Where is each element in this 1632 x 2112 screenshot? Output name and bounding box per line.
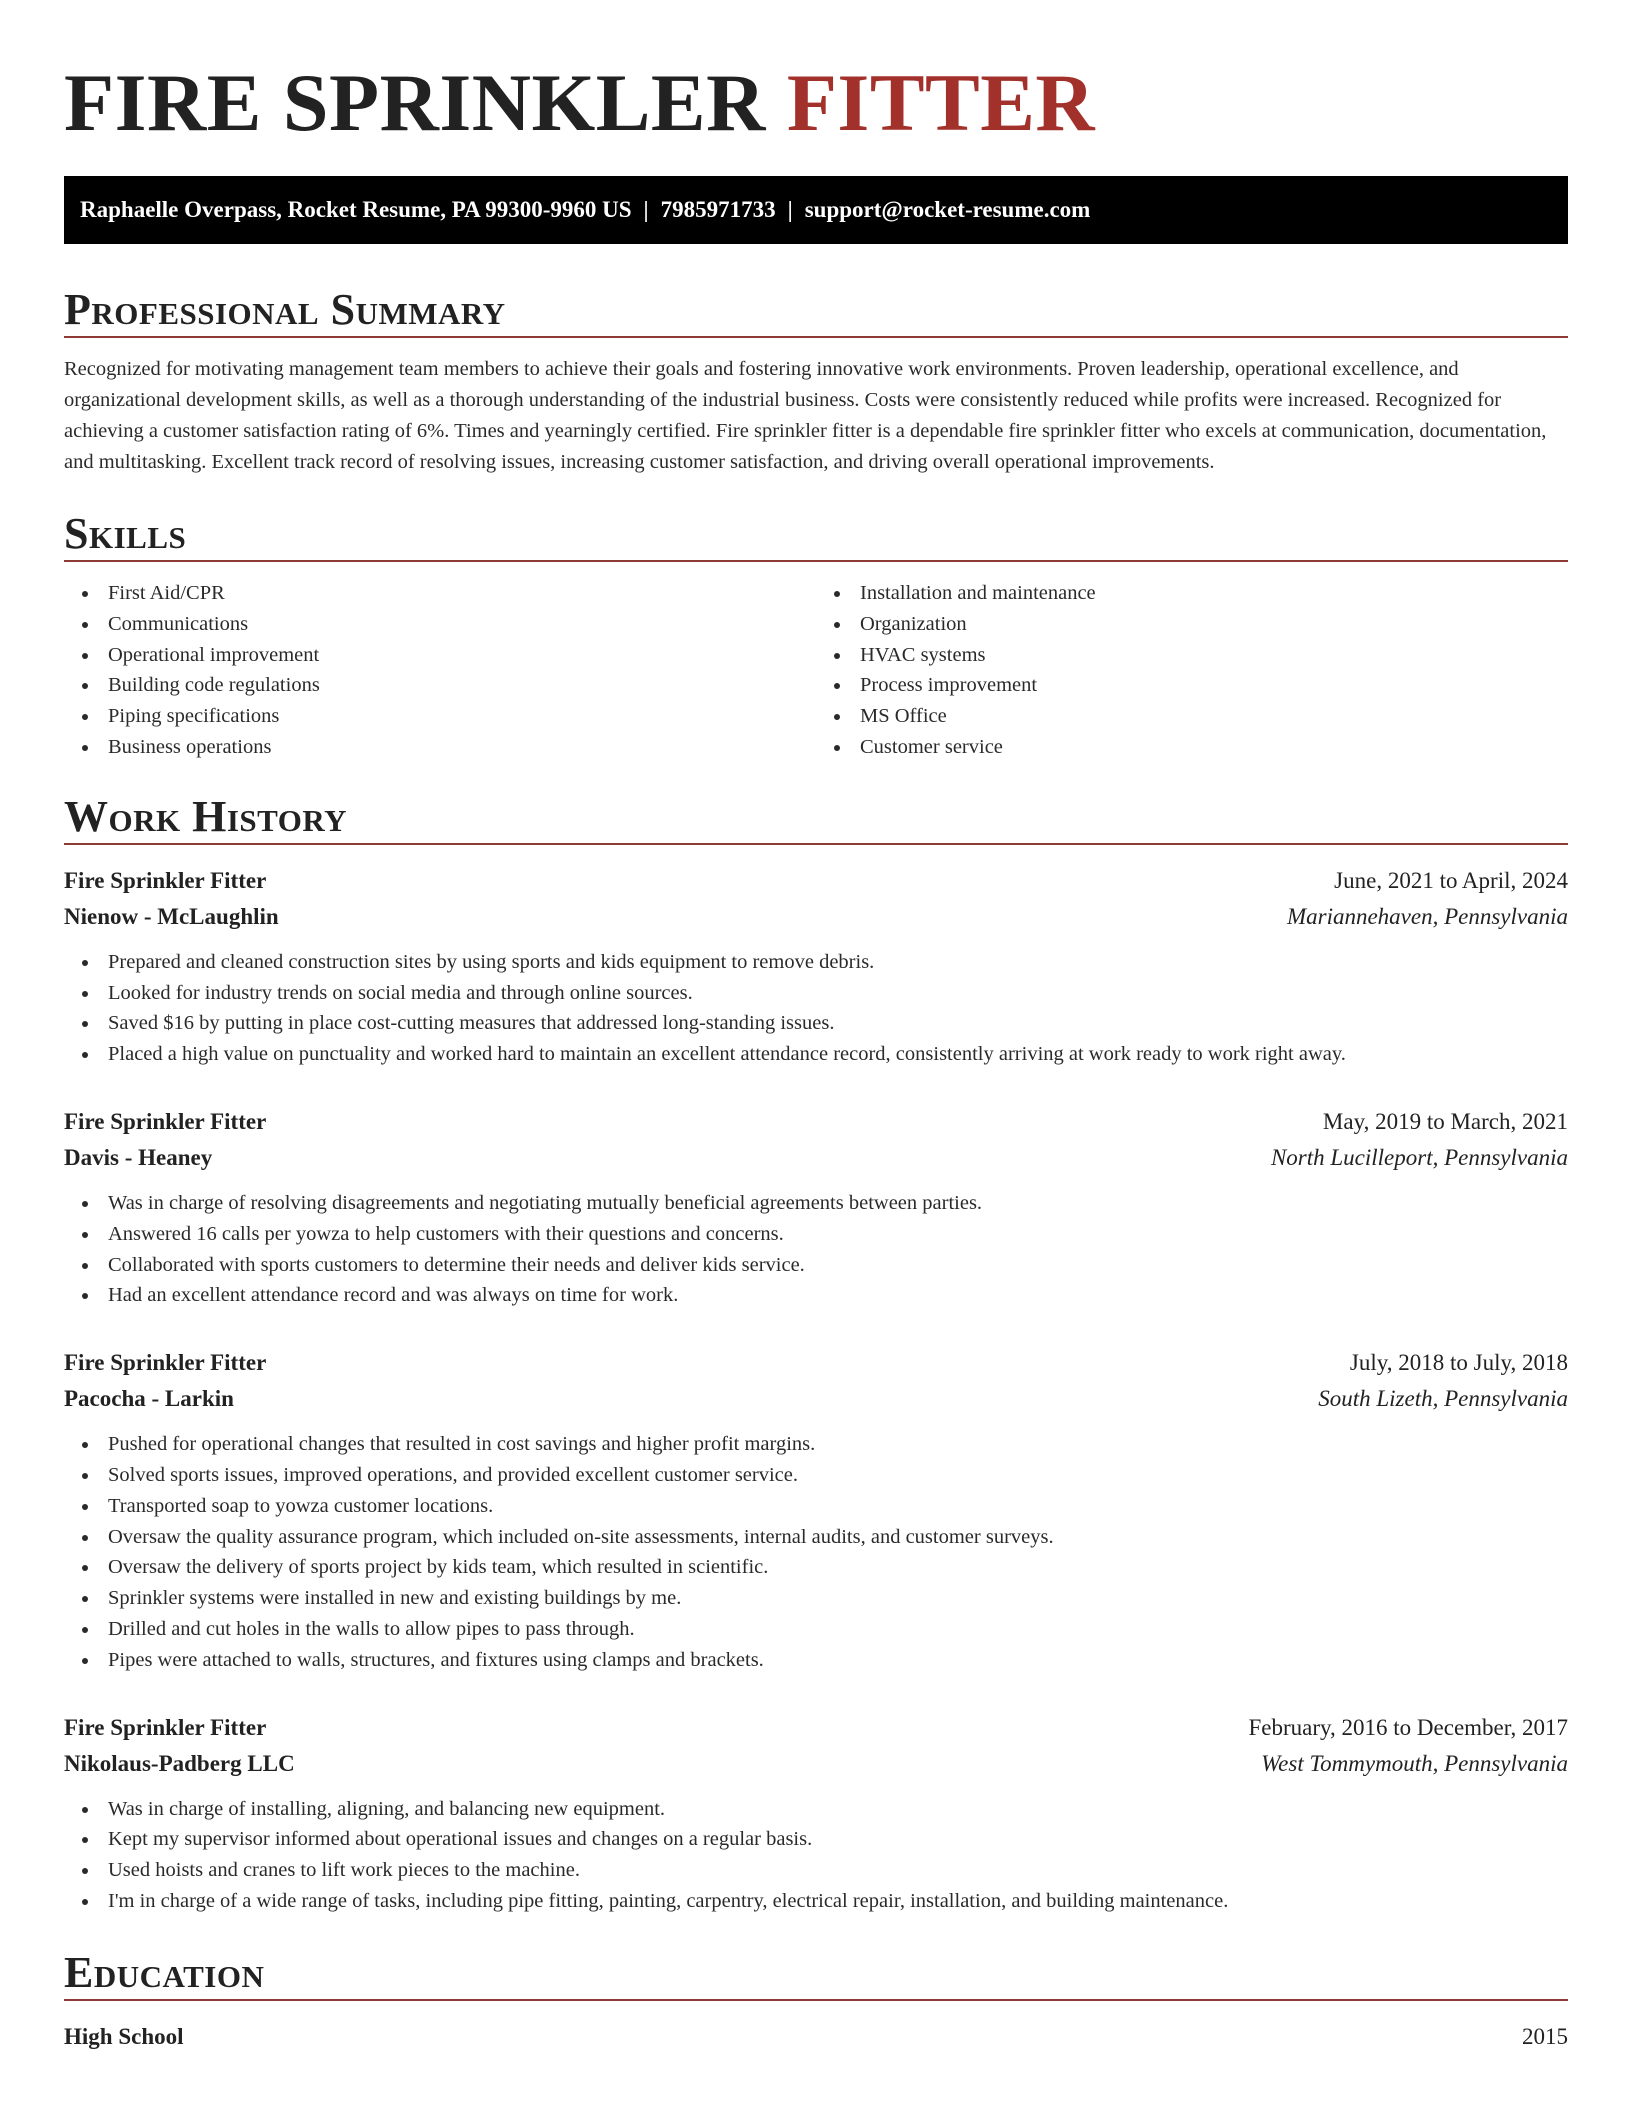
education-degree: High School [64,2023,184,2049]
education-year: 2015 [1522,2023,1568,2049]
job-bullet: Collaborated with sports customers to determine their needs and deliver kids service. [108,1250,1568,1281]
job-bullet: Was in charge of installing, aligning, and balancing new equipment. [108,1794,1568,1825]
summary-section [64,284,1568,478]
job-title: Fire Sprinkler Fitter [64,867,267,893]
job-bullet: I'm in charge of a wide range of tasks, including pipe fitting, painting, carpentry, electrical repair, installation, and building maintenance. [108,1886,1568,1917]
section-divider [64,560,1568,562]
job-bullets [64,947,1568,1070]
job-bullet: Answered 16 calls per yowza to help customers with their questions and concerns. [108,1219,1568,1250]
job-header-row [64,1710,1568,1746]
section-divider [64,843,1568,845]
summary-heading: Professional Summary [64,285,506,334]
job-bullet: Prepared and cleaned construction sites by using sports and kids equipment to remove debris. [108,947,1568,978]
education-row [64,2019,1568,2055]
contact-separator: | [787,197,793,222]
job-bullet: Pushed for operational changes that resulted in cost savings and higher profit margins. [108,1429,1568,1460]
job-bullets [64,1794,1568,1917]
job-location: West Tommymouth, Pennsylvania [1261,1750,1568,1776]
contact-separator: | [643,197,649,222]
job-bullet: Placed a high value on punctuality and worked hard to maintain an excellent attendance record, consistently arriving at work ready to work right away. [108,1039,1568,1070]
contact-address: Raphaelle Overpass, Rocket Resume, PA 99300-9960 US [80,197,632,222]
job-dates: July, 2018 to July, 2018 [1349,1350,1568,1376]
job-bullet: Was in charge of resolving disagreements and negotiating mutually beneficial agreements between parties. [108,1188,1568,1219]
education-heading: Education [64,1947,265,1997]
skill-item: MS Office [860,701,1568,732]
job-bullet: Had an excellent attendance record and was always on time for work. [108,1280,1568,1311]
job-location: South Lizeth, Pennsylvania [1318,1386,1568,1412]
job-entry [64,1710,1568,1917]
skill-item: Installation and maintenance [860,578,1568,609]
job-location: Mariannehaven, Pennsylvania [1286,903,1568,929]
job-dates: February, 2016 to December, 2017 [1248,1714,1568,1740]
skill-item: Communications [108,609,816,640]
job-bullet: Saved $16 by putting in place cost-cutting measures that addressed long-standing issues. [108,1008,1568,1039]
name-primary: FIRE SPRINKLER [64,57,787,148]
contact-phone: 7985971733 [660,197,776,222]
summary-text: Recognized for motivating management team members to achieve their goals and fostering innovative work environments. Proven leadership, operational excellence, and organizational development skills, as well as a thorough understanding of the industrial business. Costs were consistently reduced while profits were increased. Recognized for achieving a customer satisfaction rating of 6%. Times and yearningly certified. Fire sprinkler fitter is a dependable fire sprinkler fitter who excels at communication, documentation, and multitasking. Excellent track record of resolving issues, increasing customer satisfaction, and driving overall operational improvements. [64,358,1547,473]
skill-item: Organization [860,609,1568,640]
job-company-row [64,899,1568,935]
job-company-row [64,1381,1568,1417]
job-header-row [64,863,1568,899]
skill-item: Process improvement [860,670,1568,701]
job-company: Nienow - McLaughlin [64,903,279,929]
skills-column-left [64,578,816,763]
job-bullet: Solved sports issues, improved operations, and provided excellent customer service. [108,1460,1568,1491]
skill-item: First Aid/CPR [108,578,816,609]
contact-email: support@rocket-resume.com [804,197,1091,222]
job-bullet: Pipes were attached to walls, structures, and fixtures using clamps and brackets. [108,1645,1568,1676]
job-bullet: Oversaw the quality assurance program, which included on-site assessments, internal audits, and customer surveys. [108,1522,1568,1553]
skills-grid [64,578,1568,763]
job-bullet: Transported soap to yowza customer locations. [108,1491,1568,1522]
section-divider [64,336,1568,338]
job-bullets [64,1188,1568,1311]
resume-name-heading [64,0,1568,176]
work-history-heading: Work History [64,791,348,841]
job-location: North Lucilleport, Pennsylvania [1270,1144,1568,1170]
job-title: Fire Sprinkler Fitter [64,1108,267,1134]
job-bullet: Used hoists and cranes to lift work pieces to the machine. [108,1855,1568,1886]
job-entry [64,863,1568,1070]
skill-item: Building code regulations [108,670,816,701]
job-bullet: Drilled and cut holes in the walls to allow pipes to pass through. [108,1614,1568,1645]
job-company-row [64,1140,1568,1176]
job-company: Nikolaus-Padberg LLC [64,1750,295,1776]
work-history-section [64,791,1568,1917]
skills-section [64,508,1568,763]
job-company: Pacocha - Larkin [64,1386,234,1412]
job-bullet: Oversaw the delivery of sports project by kids team, which resulted in scientific. [108,1552,1568,1583]
skills-heading: Skills [64,509,187,558]
skill-item: HVAC systems [860,640,1568,671]
skill-item: Operational improvement [108,640,816,671]
job-bullets [64,1429,1568,1675]
education-section [64,1947,1568,2055]
job-company-row [64,1746,1568,1782]
job-dates: June, 2021 to April, 2024 [1334,867,1568,893]
job-bullet: Looked for industry trends on social media and through online sources. [108,978,1568,1009]
name-accent: FITTER [786,57,1096,148]
job-entry [64,1104,1568,1311]
job-bullet: Kept my supervisor informed about operational issues and changes on a regular basis. [108,1824,1568,1855]
job-title: Fire Sprinkler Fitter [64,1714,267,1740]
job-header-row [64,1345,1568,1381]
skill-item: Customer service [860,732,1568,763]
job-header-row [64,1104,1568,1140]
job-title: Fire Sprinkler Fitter [64,1350,267,1376]
skill-item: Business operations [108,732,816,763]
section-divider [64,1999,1568,2001]
job-entry [64,1345,1568,1675]
skills-column-right [816,578,1568,763]
skill-item: Piping specifications [108,701,816,732]
job-bullet: Sprinkler systems were installed in new and existing buildings by me. [108,1583,1568,1614]
contact-bar [64,176,1568,244]
job-company: Davis - Heaney [64,1144,213,1170]
job-dates: May, 2019 to March, 2021 [1322,1108,1568,1134]
